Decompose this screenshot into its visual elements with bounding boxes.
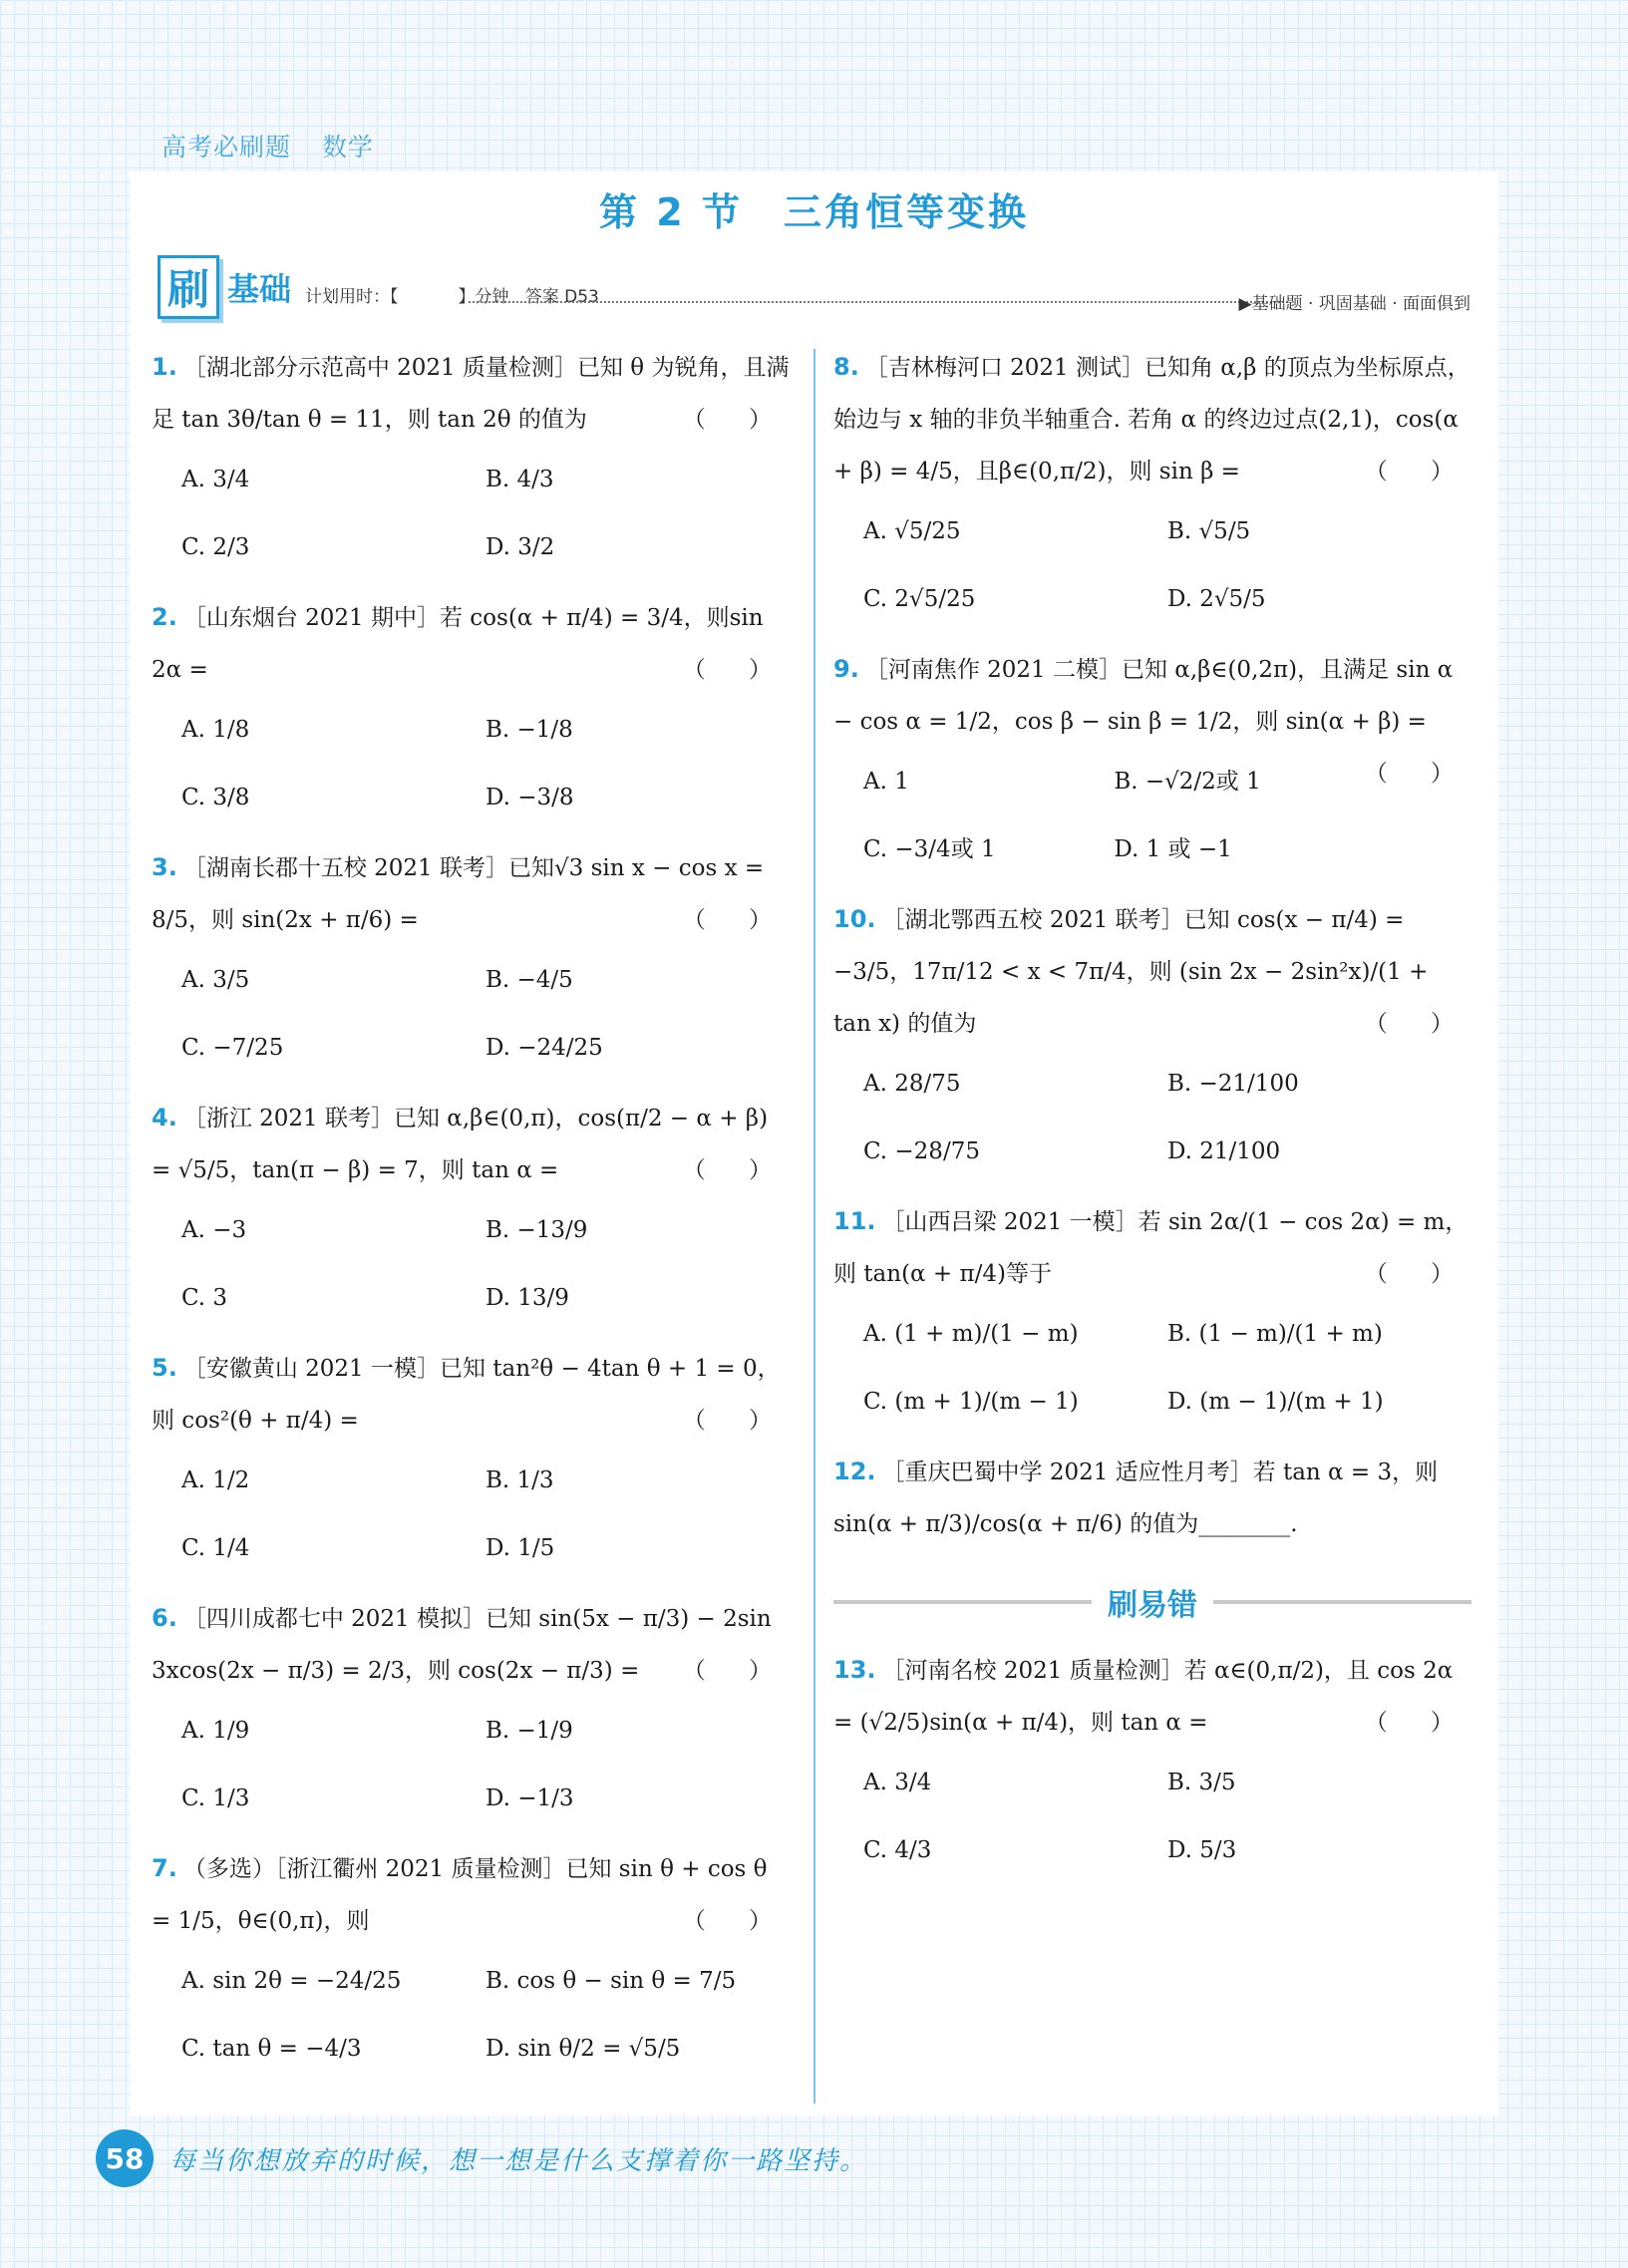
answer-option: C. 3/8	[181, 785, 250, 810]
brand-badge: 刷	[158, 255, 219, 319]
section-rule-right	[1213, 1600, 1471, 1604]
answer-option: D. sin θ/2 = √5/5	[486, 2036, 681, 2062]
question-text: ［山东烟台 2021 期中］若 cos(α + π/4) = 3/4，则sin 2α =	[152, 605, 764, 683]
error-section-bar	[833, 1580, 1471, 1624]
options-grid	[152, 1447, 790, 1582]
options-grid	[833, 1749, 1471, 1884]
answer-bracket: （ ）	[1364, 1011, 1471, 1037]
answer-option: C. −3/4或 1	[863, 836, 996, 862]
answer-option: D. 5/3	[1167, 1837, 1237, 1863]
question-item	[833, 1195, 1471, 1436]
question-stem	[152, 591, 790, 696]
answer-option: C. 1/3	[181, 1785, 250, 1811]
answer-option: B. √5/5	[1167, 518, 1251, 544]
question-stem	[833, 893, 1471, 1050]
answer-option: C. 1/4	[181, 1535, 250, 1561]
question-item	[833, 643, 1471, 883]
question-item	[152, 1092, 790, 1332]
question-number: 7.	[152, 1854, 177, 1882]
question-stem	[152, 1842, 790, 1947]
subject-name: 数学	[321, 133, 374, 162]
answer-option: C. 2/3	[181, 534, 250, 560]
answer-option: C. −28/75	[863, 1138, 980, 1164]
options-grid	[833, 497, 1471, 633]
footer-motto: 每当你想放弃的时候，想一想是什么支撑着你一路坚持。	[169, 2145, 868, 2176]
question-number: 6.	[152, 1604, 177, 1632]
answer-ref: 答案 D53	[524, 286, 599, 307]
answer-option: C. 3	[181, 1285, 228, 1311]
brand-block	[158, 255, 599, 319]
answer-option: B. 4/3	[486, 467, 554, 492]
page-number: 58	[96, 2129, 154, 2187]
page-sheet	[130, 171, 1498, 2115]
question-stem	[833, 1644, 1471, 1749]
answer-option: C. −7/25	[181, 1035, 284, 1061]
question-stem	[833, 341, 1471, 497]
header-tag: ▶基础题 · 巩固基础 · 面面俱到	[1238, 294, 1470, 314]
error-section-label: 刷易错	[1108, 1588, 1197, 1623]
answer-option: D. 13/9	[486, 1285, 569, 1311]
header-rule	[469, 301, 1288, 303]
page-footer	[96, 2129, 867, 2187]
question-text: ［河南焦作 2021 二模］已知 α,β∈(0,2π)，且满足 sin α − cos α = 1/2，cos β − sin β = 1/2，则 sin(α + β) =	[833, 657, 1454, 735]
question-text: ［湖北部分示范高中 2021 质量检测］已知 θ 为锐角，且满足 tan 3θ/tan θ = 11，则 tan 2θ 的值为	[152, 355, 790, 433]
answer-option: A. sin 2θ = −24/25	[181, 1968, 402, 1994]
options-grid	[833, 748, 1365, 883]
question-number: 13.	[833, 1656, 876, 1684]
answer-option: A. 28/75	[863, 1071, 961, 1097]
answer-option: A. 1/2	[181, 1467, 250, 1493]
answer-bracket: （ ）	[682, 407, 790, 433]
answer-option: D. −1/3	[486, 1785, 574, 1811]
answer-option: B. −1/9	[486, 1718, 573, 1744]
options-grid	[833, 1050, 1471, 1185]
question-number: 1.	[152, 353, 177, 381]
left-column	[152, 341, 790, 2093]
answer-option: D. 1 或 −1	[1114, 836, 1232, 862]
question-item	[152, 591, 790, 831]
question-text: ［四川成都七中 2021 模拟］已知 sin(5x − π/3) − 2sin 3xcos(2x − π/3) = 2/3，则 cos(2x − π/3) =	[152, 1606, 772, 1684]
question-text: ［浙江 2021 联考］已知 α,β∈(0,π)，cos(π/2 − α + β) = √5/5，tan(π − β) = 7，则 tan α =	[152, 1106, 769, 1183]
answer-option: A. 1	[863, 769, 909, 795]
answer-option: A. 3/4	[863, 1770, 932, 1795]
question-number: 4.	[152, 1104, 177, 1132]
question-text: ［重庆巴蜀中学 2021 适应性月考］若 tan α = 3，则 sin(α + π/3)/cos(α + π/6) 的值为________.	[833, 1459, 1439, 1537]
answer-bracket: （ ）	[1364, 1710, 1471, 1736]
answer-option: A. −3	[181, 1217, 247, 1243]
answer-option: C. 2√5/25	[863, 586, 976, 612]
answer-option: D. 1/5	[486, 1535, 555, 1561]
answer-option: A. 1/8	[181, 717, 250, 743]
question-text: （多选）［浙江衢州 2021 质量检测］已知 sin θ + cos θ = 1/5，θ∈(0,π)，则	[152, 1856, 768, 1934]
answer-bracket: （ ）	[682, 657, 790, 683]
answer-option: B. −13/9	[486, 1217, 588, 1243]
question-number: 8.	[833, 353, 859, 381]
answer-option: A. 3/5	[181, 967, 250, 993]
running-head	[162, 128, 396, 163]
question-text: ［吉林梅河口 2021 测试］已知角 α,β 的顶点为坐标原点，始边与 x 轴的非负半轴重合. 若角 α 的终边过点(2,1)，cos(α + β) = 4/5，且β∈(0,π/2)，则 sin β =	[833, 355, 1470, 485]
series-name: 高考必刷题	[162, 133, 292, 162]
options-grid	[152, 1947, 790, 2083]
answer-option: D. −24/25	[486, 1035, 603, 1061]
answer-option: D. 3/2	[486, 534, 555, 560]
question-item	[833, 893, 1471, 1185]
answer-option: D. 21/100	[1167, 1138, 1281, 1164]
question-stem	[152, 1592, 790, 1697]
answer-option: B. 3/5	[1167, 1770, 1236, 1795]
question-item	[833, 341, 1471, 633]
options-grid	[152, 1196, 790, 1332]
question-number: 3.	[152, 853, 177, 881]
question-item	[152, 1342, 790, 1582]
question-number: 11.	[833, 1207, 876, 1235]
answer-bracket: （ ）	[682, 1157, 790, 1183]
answer-option: B. −21/100	[1167, 1071, 1299, 1097]
question-number: 12.	[833, 1458, 876, 1485]
options-grid	[152, 696, 790, 831]
brand-text: 基础	[227, 270, 292, 308]
answer-option: B. 1/3	[486, 1467, 554, 1493]
answer-bracket: （ ）	[682, 1408, 790, 1434]
options-grid	[152, 1697, 790, 1832]
answer-option: B. (1 − m)/(1 + m)	[1167, 1321, 1383, 1347]
options-grid	[152, 446, 790, 581]
answer-bracket: （ ）	[1364, 761, 1471, 787]
answer-bracket: （ ）	[1364, 1261, 1471, 1287]
question-text: ［湖南长郡十五校 2021 联考］已知√3 sin x − cos x = 8/5，则 sin(2x + π/6) =	[152, 855, 765, 933]
question-number: 5.	[152, 1354, 177, 1382]
answer-option: D. −3/8	[486, 785, 574, 810]
question-stem	[152, 1342, 790, 1447]
plan-time-label: 计划用时：【	[305, 286, 399, 307]
question-item	[152, 341, 790, 581]
column-divider	[814, 349, 815, 2104]
plan-time-unit: 】分钟	[458, 286, 509, 307]
question-text: ［河南名校 2021 质量检测］若 α∈(0,π/2)，且 cos 2α = (√2/5)sin(α + π/4)，则 tan α =	[833, 1658, 1454, 1736]
answer-option: D. 2√5/5	[1167, 586, 1266, 612]
question-stem	[152, 1092, 790, 1196]
answer-option: B. −4/5	[486, 967, 573, 993]
error-questions	[833, 1644, 1471, 1884]
answer-bracket: （ ）	[682, 907, 790, 933]
answer-option: A. √5/25	[863, 518, 961, 544]
answer-option: C. (m + 1)/(m − 1)	[863, 1389, 1079, 1415]
question-stem	[833, 1446, 1471, 1550]
options-grid	[152, 946, 790, 1082]
question-item	[833, 1644, 1471, 1884]
right-questions	[833, 341, 1471, 1550]
answer-option: C. tan θ = −4/3	[181, 2036, 362, 2062]
section-rule-left	[833, 1600, 1092, 1604]
answer-option: A. (1 + m)/(1 − m)	[863, 1321, 1079, 1347]
options-grid	[833, 1300, 1471, 1436]
answer-option: B. −√2/2或 1	[1114, 769, 1261, 795]
question-text: ［山西吕梁 2021 一模］若 sin 2α/(1 − cos 2α) = m，则 tan(α + π/4)等于	[833, 1209, 1468, 1287]
question-number: 2.	[152, 603, 177, 631]
question-item	[152, 841, 790, 1082]
question-stem	[833, 1195, 1471, 1300]
answer-bracket: （ ）	[682, 1658, 790, 1684]
answer-option: A. 3/4	[181, 467, 250, 492]
question-stem	[152, 841, 790, 946]
answer-option: D. (m − 1)/(m + 1)	[1167, 1389, 1384, 1415]
answer-option: C. 4/3	[863, 1837, 932, 1863]
question-item	[152, 1842, 790, 2083]
question-text: ［安徽黄山 2021 一模］已知 tan²θ − 4tan θ + 1 = 0，则 cos²(θ + π/4) =	[152, 1356, 781, 1434]
answer-option: B. cos θ − sin θ = 7/5	[486, 1968, 737, 1994]
answer-option: B. −1/8	[486, 717, 573, 743]
answer-bracket: （ ）	[682, 1908, 790, 1934]
question-text: ［湖北鄂西五校 2021 联考］已知 cos(x − π/4) = −3/5，17π/12 < x < 7π/4，则 (sin 2x − 2sin²x)/(1 + tan x) 的值为	[833, 907, 1429, 1037]
question-number: 9.	[833, 655, 859, 683]
right-column	[833, 341, 1471, 1894]
question-number: 10.	[833, 905, 876, 933]
question-stem	[152, 341, 790, 446]
section-title: 第 2 节 三角恒等变换	[599, 190, 1029, 234]
answer-option: A. 1/9	[181, 1718, 250, 1744]
answer-bracket: （ ）	[1364, 459, 1471, 485]
question-item	[833, 1446, 1471, 1550]
question-item	[152, 1592, 790, 1832]
